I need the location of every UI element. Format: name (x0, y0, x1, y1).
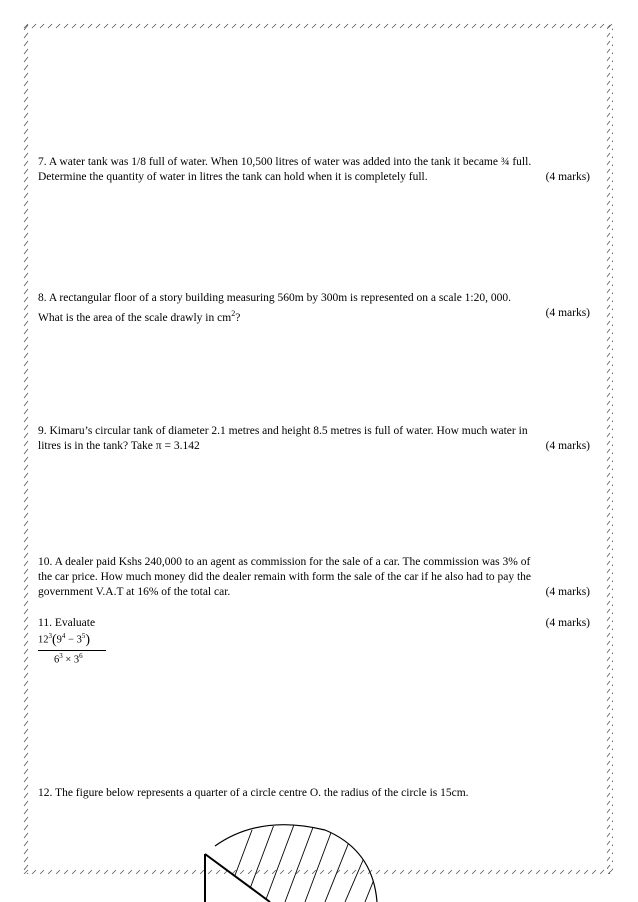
numerator-base-2: 9 (56, 634, 62, 646)
question-12 (38, 786, 590, 801)
shaded-segment (225, 822, 385, 902)
numerator-exp-2: 4 (61, 632, 66, 640)
question-9-marks: (4 marks) (545, 440, 590, 452)
question-8-superscript: 2 (231, 309, 236, 318)
question-7 (38, 155, 590, 185)
question-11-line-1: 11. Evaluate (38, 617, 96, 629)
question-8 (38, 291, 590, 326)
question-8-line-2a: What is the area of the scale drawly in cm (38, 311, 232, 324)
math-expression (38, 632, 106, 665)
numerator-base-3: 3 (76, 634, 82, 646)
times-sign: × (65, 654, 72, 665)
denominator-base-2: 3 (73, 654, 80, 665)
question-11 (38, 616, 590, 631)
question-10-line-3: government V.A.T at 16% of the total car. (38, 586, 231, 598)
numerator-exp-3: 5 (81, 632, 86, 640)
question-7-line-1: 7. A water tank was 1/8 full of water. When 10,500 litres of water was added into the tank it became ¾ full. (38, 156, 532, 168)
question-8-line-2 (38, 306, 240, 326)
question-9-line-2: litres is in the tank? Take π = 3.142 (38, 440, 200, 452)
question-12-line-1: 12. The figure below represents a quarter of a circle centre O. the radius of the circle is 15cm. (38, 787, 469, 799)
expression-numerator (38, 632, 106, 650)
question-10-line-1: 10. A dealer paid Kshs 240,000 to an agent as commission for the sale of a car. The commission was 3% of (38, 556, 531, 568)
question-11-marks: (4 marks) (545, 617, 590, 629)
question-8-line-1: 8. A rectangular floor of a story building measuring 560m by 300m is represented on a scale 1:20, 000. (38, 292, 511, 304)
question-8-line-2b: ? (235, 311, 241, 324)
denominator-base-1: 6 (54, 654, 60, 665)
numerator-exp-1: 3 (48, 632, 52, 640)
close-paren: ) (85, 632, 91, 648)
denominator-exp-1: 3 (59, 651, 63, 660)
question-8-marks: (4 marks) (545, 307, 590, 319)
question-7-marks: (4 marks) (545, 171, 590, 183)
question-9 (38, 424, 590, 454)
numerator-base-1: 12 (38, 634, 49, 646)
question-9-line-1: 9. Kimaru’s circular tank of diameter 2.1 metres and height 8.5 metres is full of water. How much water in (38, 425, 528, 437)
question-10 (38, 555, 590, 600)
question-10-marks: (4 marks) (545, 586, 590, 598)
denominator-exp-2: 6 (79, 651, 83, 660)
minus-sign: − (68, 634, 74, 646)
expression-denominator (38, 651, 106, 666)
question-10-line-2: the car price. How much money did the dealer remain with form the sale of the car if he also had to pay the (38, 571, 532, 583)
quarter-circle-figure (195, 822, 385, 902)
open-paren: ( (52, 632, 57, 648)
question-7-line-2: Determine the quantity of water in litres the tank can hold when it is completely full. (38, 171, 428, 183)
